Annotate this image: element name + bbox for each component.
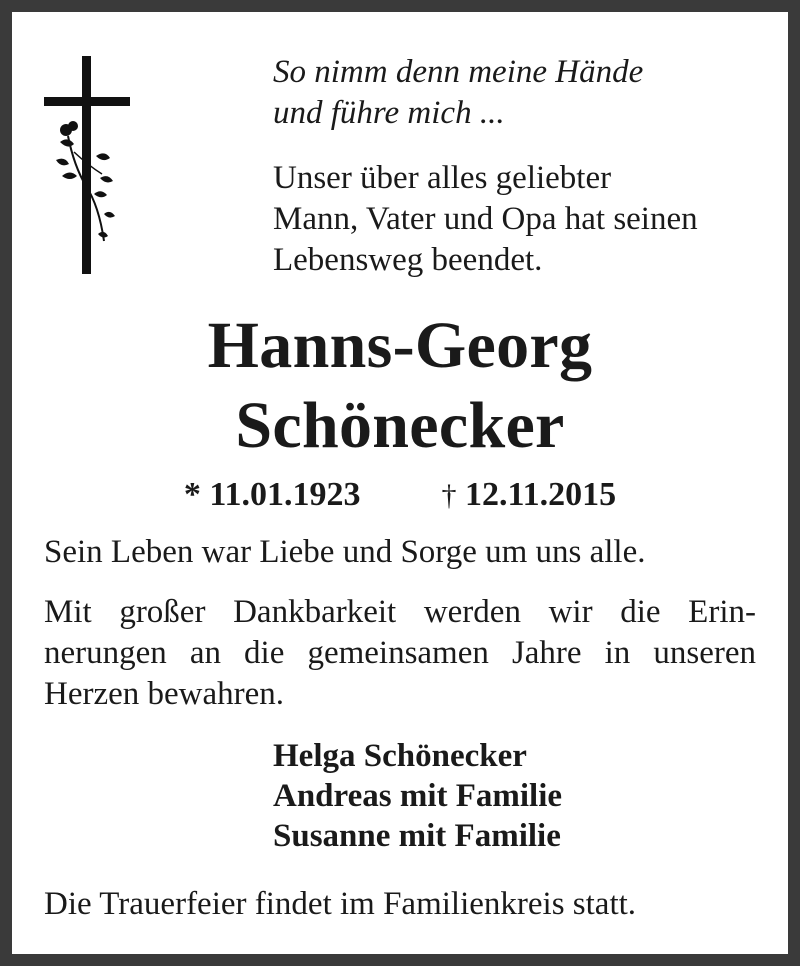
last-name: Schönecker <box>235 389 565 462</box>
gratitude-line: nerungen an die gemeinsamen Jahre in unseren <box>44 635 756 671</box>
deceased-name <box>12 306 788 466</box>
signer: Andreas mit Familie <box>273 778 563 814</box>
life-statement: Sein Leben war Liebe und Sorge um uns alle. <box>44 534 646 570</box>
death-symbol: † <box>441 479 457 512</box>
gratitude-line: Mit großer Dankbarkeit werden wir die Erin- <box>44 594 756 630</box>
intro-line: Lebensweg beendet. <box>273 242 543 278</box>
verse-line: und führe mich ... <box>273 95 505 131</box>
gratitude-line: Herzen bewahren. <box>44 676 285 712</box>
death-date: 12.11.2015 <box>465 476 617 513</box>
signer: Susanne mit Familie <box>273 818 561 854</box>
verse-line: So nimm denn meine Hände <box>273 54 644 90</box>
intro-line: Mann, Vater und Opa hat seinen <box>273 201 698 237</box>
cross-with-rose-icon <box>44 56 134 274</box>
first-name: Hanns-Georg <box>207 309 593 382</box>
signer: Helga Schönecker <box>273 738 527 774</box>
life-dates <box>12 475 788 516</box>
signers <box>273 736 562 856</box>
birth-symbol: * <box>183 476 201 513</box>
verse <box>273 52 643 134</box>
ceremony-note: Die Trauerfeier findet im Familienkreis statt. <box>44 886 637 922</box>
intro-text <box>273 158 698 281</box>
intro-line: Unser über alles geliebter <box>273 160 612 196</box>
birth-date: 11.01.1923 <box>209 476 361 513</box>
gratitude-text <box>44 592 756 715</box>
